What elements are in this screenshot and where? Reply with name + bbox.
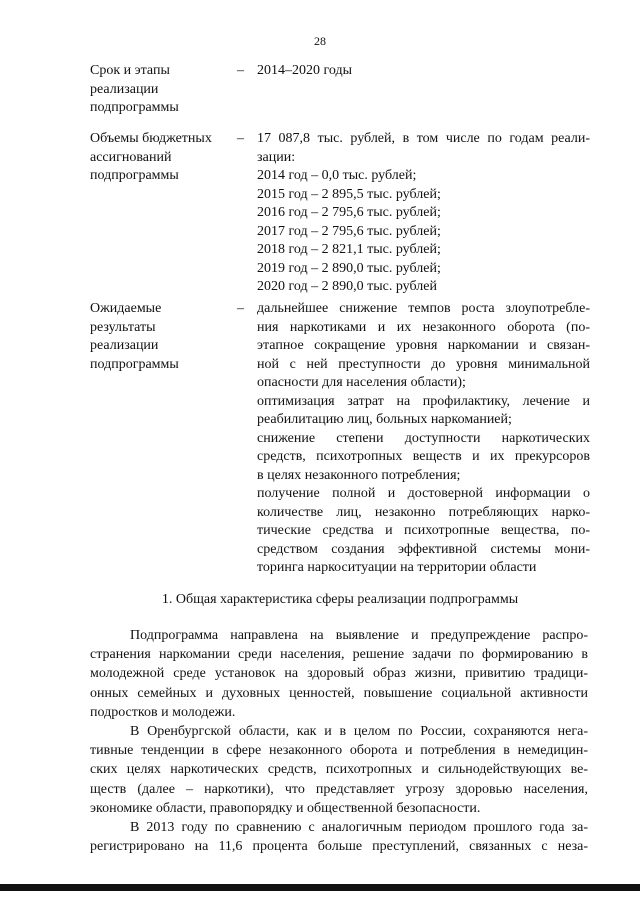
label-line: Ожидаемые — [90, 301, 162, 316]
value-line: 2020 год – 2 890,0 тыс. рублей — [257, 279, 437, 294]
passport-label-budget — [90, 130, 235, 186]
value-line: оптимизация затрат на профилактику, лечение и — [257, 393, 590, 409]
paragraph-line: ществ (далее – наркотики), что представляет угрозу здоровью населения, — [90, 781, 588, 797]
scan-edge-bar — [0, 884, 640, 891]
label-line: подпрограммы — [90, 356, 179, 372]
passport-label-results — [90, 300, 235, 374]
paragraph-line: экономике области, правопорядку и общественной безопасности. — [90, 800, 481, 816]
paragraph — [90, 722, 588, 818]
label-line: результаты — [90, 319, 156, 335]
value-line: этапное сокращение уровня наркомании и связан- — [257, 338, 590, 353]
value-line: реабилитацию лиц, больных наркоманией; — [257, 412, 512, 427]
value-line: тические средства и психотропные вещества, по- — [257, 523, 590, 538]
value-line: средством создания эффективной системы мони- — [257, 541, 590, 557]
label-line: ассигнований — [90, 149, 172, 165]
passport-value-term — [257, 62, 590, 81]
value-line: в целях незаконного потребления; — [257, 467, 461, 483]
paragraph-line: молодежной среде установок на здоровый образ жизни, привитию традици- — [90, 666, 588, 682]
value-line: получение полной и достоверной информации о — [257, 486, 590, 501]
value-line: средств, психотропных веществ и их прекурсоров — [257, 449, 590, 464]
paragraph-line: В 2013 году по сравнению с аналогичным периодом прошлого года за- — [130, 820, 588, 836]
value-line: ния наркотиками и их незаконного оборота (по- — [257, 319, 590, 335]
value-line: 2018 год – 2 821,1 тыс. рублей; — [257, 242, 441, 257]
value-line: 2016 год – 2 795,6 тыс. рублей; — [257, 205, 441, 220]
paragraph-line: онных семейных и духовных ценностей, повышение социальной активности — [90, 685, 588, 701]
value-line: количестве лиц, незаконно потребляющих нарко- — [257, 504, 590, 520]
value-line: 2017 год – 2 795,6 тыс. рублей; — [257, 223, 441, 239]
value-line: 2019 год – 2 890,0 тыс. рублей; — [257, 260, 441, 276]
value-line: 2014 год – 0,0 тыс. рублей; — [257, 168, 417, 183]
label-line: Срок и этапы — [90, 63, 170, 78]
paragraph-line: странения наркомании среди населения, решение задачи по формированию в — [90, 647, 588, 663]
paragraph-line: ских целях наркотических средств, психотропных и сильнодействующих ве- — [90, 762, 588, 778]
passport-label-term — [90, 62, 235, 118]
page-number: 28 — [314, 34, 326, 48]
paragraph-line: Подпрограмма направлена на выявление и предупреждение распро- — [130, 628, 588, 643]
paragraph-line: В Оренбургской области, как и в целом по России, сохраняются нега- — [130, 724, 588, 740]
label-line: подпрограммы — [90, 168, 179, 183]
value-line: опасности для населения области); — [257, 375, 466, 390]
paragraph-line: тивные тенденции в сфере незаконного оборота и потребления в немедицин- — [90, 743, 588, 759]
section-heading: 1. Общая характеристика сферы реализации подпрограммы — [161, 592, 519, 607]
label-line: Объемы бюджетных — [90, 131, 212, 146]
paragraph-line: регистрировано на 11,6 процента больше преступлений, связанных с неза- — [90, 839, 588, 855]
paragraph-line: подростков и молодежи. — [90, 704, 236, 720]
label-line: подпрограммы — [90, 100, 179, 115]
label-line: реализации — [90, 81, 159, 97]
section-body — [90, 626, 588, 856]
label-line: реализации — [90, 338, 159, 353]
value-line: 17 087,8 тыс. рублей, в том числе по годам реали- — [257, 131, 590, 146]
paragraph — [90, 818, 588, 856]
value-line: 2014–2020 годы — [257, 63, 353, 78]
passport-value-budget — [257, 130, 590, 297]
value-line: 2015 год – 2 895,5 тыс. рублей; — [257, 186, 441, 202]
passport-value-results — [257, 300, 590, 578]
value-line: торинга наркоситуации на территории области — [257, 560, 537, 575]
paragraph — [90, 626, 588, 722]
value-line: дальнейшее снижение темпов роста злоупотребле- — [257, 301, 590, 316]
passport-dash: – — [237, 63, 244, 78]
passport-dash: – — [237, 301, 244, 316]
value-line: зации: — [257, 149, 296, 165]
passport-dash: – — [237, 131, 244, 146]
value-line: ной с ней преступности до уровня минимальной — [257, 356, 590, 372]
value-line: снижение степени доступности наркотических — [257, 430, 590, 446]
